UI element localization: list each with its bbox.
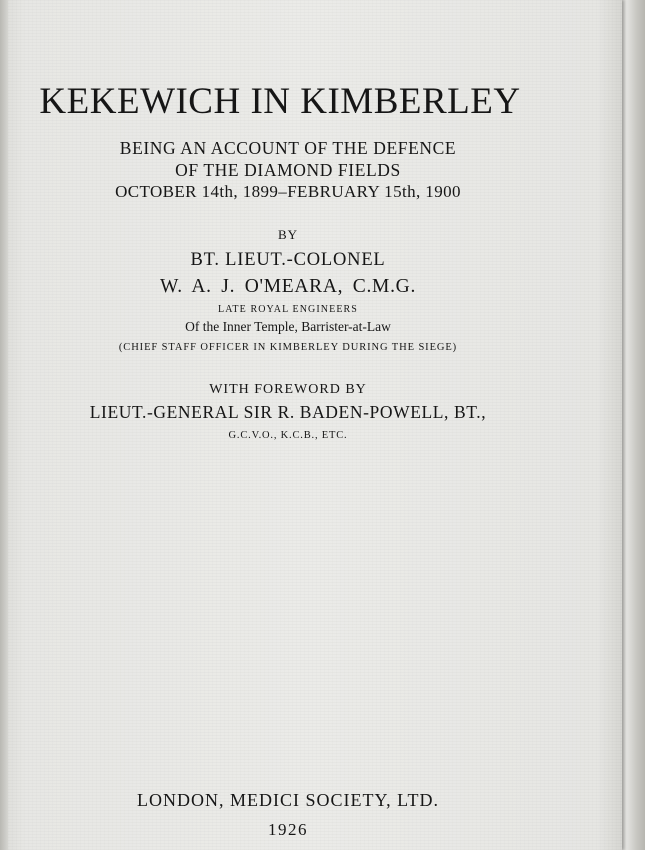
- subtitle-line-1: BEING AN ACCOUNT OF THE DEFENCE: [119, 138, 457, 158]
- by-label: BY: [277, 227, 299, 242]
- subtitle-dates: OCTOBER 14th, 1899–FEBRUARY 15th, 1900: [115, 182, 461, 201]
- book-title: KEKEWICH IN KIMBERLEY: [39, 81, 521, 122]
- author-corps: LATE ROYAL ENGINEERS: [218, 304, 358, 315]
- author-rank: BT. LIEUT.-COLONEL: [190, 250, 386, 270]
- foreword-label: WITH FOREWORD BY: [209, 382, 367, 397]
- author-role: (CHIEF STAFF OFFICER IN KIMBERLEY DURING THE SIEGE): [118, 342, 458, 353]
- author-name: W. A. J. O'MEARA, C.M.G.: [159, 276, 417, 297]
- foreword-author: LIEUT.-GENERAL SIR R. BADEN-POWELL, BT.,: [89, 402, 487, 422]
- publisher: LONDON, MEDICI SOCIETY, LTD.: [137, 790, 439, 810]
- binding-gutter: [0, 0, 8, 850]
- author-inn: Of the Inner Temple, Barrister-at-Law: [185, 319, 391, 334]
- foreword-honours: G.C.V.O., K.C.B., ETC.: [228, 430, 348, 441]
- subtitle-line-2: OF THE DIAMOND FIELDS: [175, 160, 401, 180]
- publication-year: 1926: [268, 820, 308, 839]
